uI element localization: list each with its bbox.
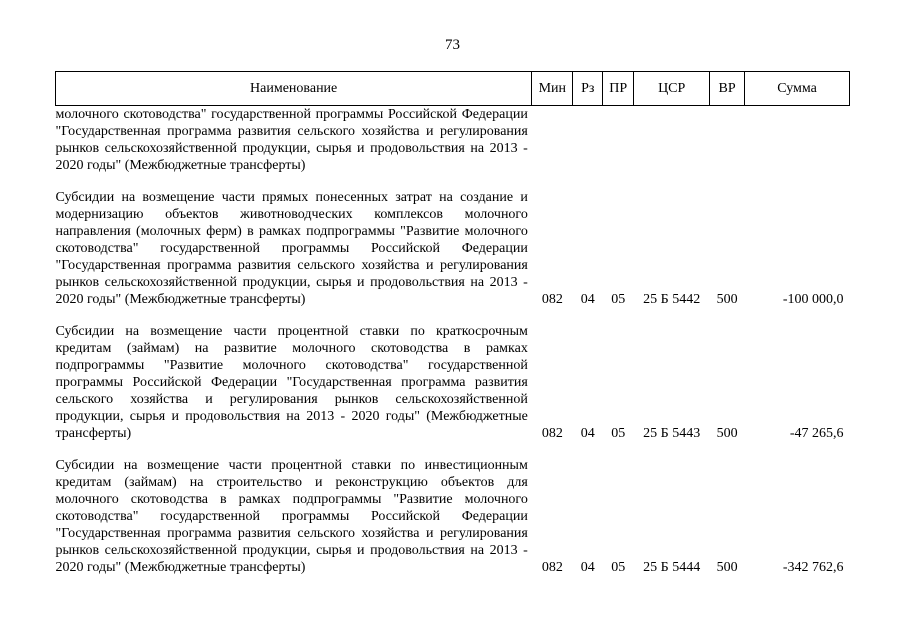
row-sum: -47 265,6 bbox=[789, 426, 844, 441]
table-row bbox=[56, 308, 850, 442]
budget-table bbox=[55, 71, 850, 576]
row-rz: 04 bbox=[580, 292, 595, 307]
row-min: 082 bbox=[541, 426, 563, 441]
row-rz: 04 bbox=[580, 560, 595, 575]
table-row bbox=[56, 442, 850, 576]
table-row-continuation bbox=[56, 106, 850, 175]
row-name: молочного скотоводства" государственной программы Российской Федерации "Государственная программа развития сельского хозяйства и регулирования рынков сельскохозяйственной продукции, сырья и продовольствия на 2013 - 2020 годы" (Межбюджетные трансферты) bbox=[55, 107, 528, 173]
header-sum: Сумма bbox=[745, 72, 850, 106]
header-min: Мин bbox=[532, 72, 573, 106]
header-vr: ВР bbox=[710, 72, 745, 106]
table-row bbox=[56, 174, 850, 308]
row-csr: 25 Б 5443 bbox=[643, 426, 701, 441]
row-min: 082 bbox=[541, 292, 563, 307]
row-name: Субсидии на возмещение части процентной ставки по инвестиционным кредитам (займам) на строительство и реконструкцию объектов для молочного скотоводства в рамках подпрограммы "Развитие молочного скотоводства" государственной программы Российской Федерации "Государственная программа развития сельского хозяйства и регулирования рынков сельскохозяйственной продукции, сырья и продовольствия на 2013 - 2020 годы" (Межбюджетные трансферты) bbox=[55, 458, 528, 575]
row-csr: 25 Б 5444 bbox=[643, 560, 701, 575]
row-min: 082 bbox=[541, 560, 563, 575]
row-name-cell bbox=[56, 308, 532, 442]
header-rz: Рз bbox=[573, 72, 603, 106]
row-name: Субсидии на возмещение части процентной ставки по краткосрочным кредитам (займам) на развитие молочного скотоводства в рамках подпрограммы "Развитие молочного скотоводства" государственной программы Российской Федерации "Государственная программа развития сельского хозяйства и регулирования рынков сельскохозяйственной продукции, сырья и продовольствия на 2013 - 2020 годы" (Межбюджетные трансферты) bbox=[55, 324, 528, 441]
header-csr: ЦСР bbox=[634, 72, 710, 106]
row-csr: 25 Б 5442 bbox=[643, 292, 701, 307]
page-number: 73 bbox=[445, 37, 460, 53]
row-vr: 500 bbox=[716, 426, 738, 441]
row-pr: 05 bbox=[611, 292, 626, 307]
row-name-cell bbox=[56, 174, 532, 308]
row-name: Субсидии на возмещение части прямых понесенных затрат на создание и модернизацию объектов животноводческих комплексов молочного направления (молочных ферм) в рамках подпрограммы "Развитие молочного скотоводства" государственной программы Российской Федерации "Государственная программа развития сельского хозяйства и регулирования рынков сельскохозяйственной продукции, сырья и продовольствия на 2013 - 2020 годы" (Межбюджетные трансферты) bbox=[55, 190, 528, 307]
row-name-cell bbox=[56, 106, 532, 175]
header-pr: ПР bbox=[603, 72, 634, 106]
row-pr: 05 bbox=[611, 426, 626, 441]
row-name-cell bbox=[56, 442, 532, 576]
row-sum: -342 762,6 bbox=[782, 560, 844, 575]
row-vr: 500 bbox=[716, 560, 738, 575]
table-header bbox=[56, 72, 850, 106]
row-sum: -100 000,0 bbox=[782, 292, 844, 307]
header-name: Наименование bbox=[56, 72, 532, 106]
row-pr: 05 bbox=[611, 560, 626, 575]
row-rz: 04 bbox=[580, 426, 595, 441]
row-vr: 500 bbox=[716, 292, 738, 307]
